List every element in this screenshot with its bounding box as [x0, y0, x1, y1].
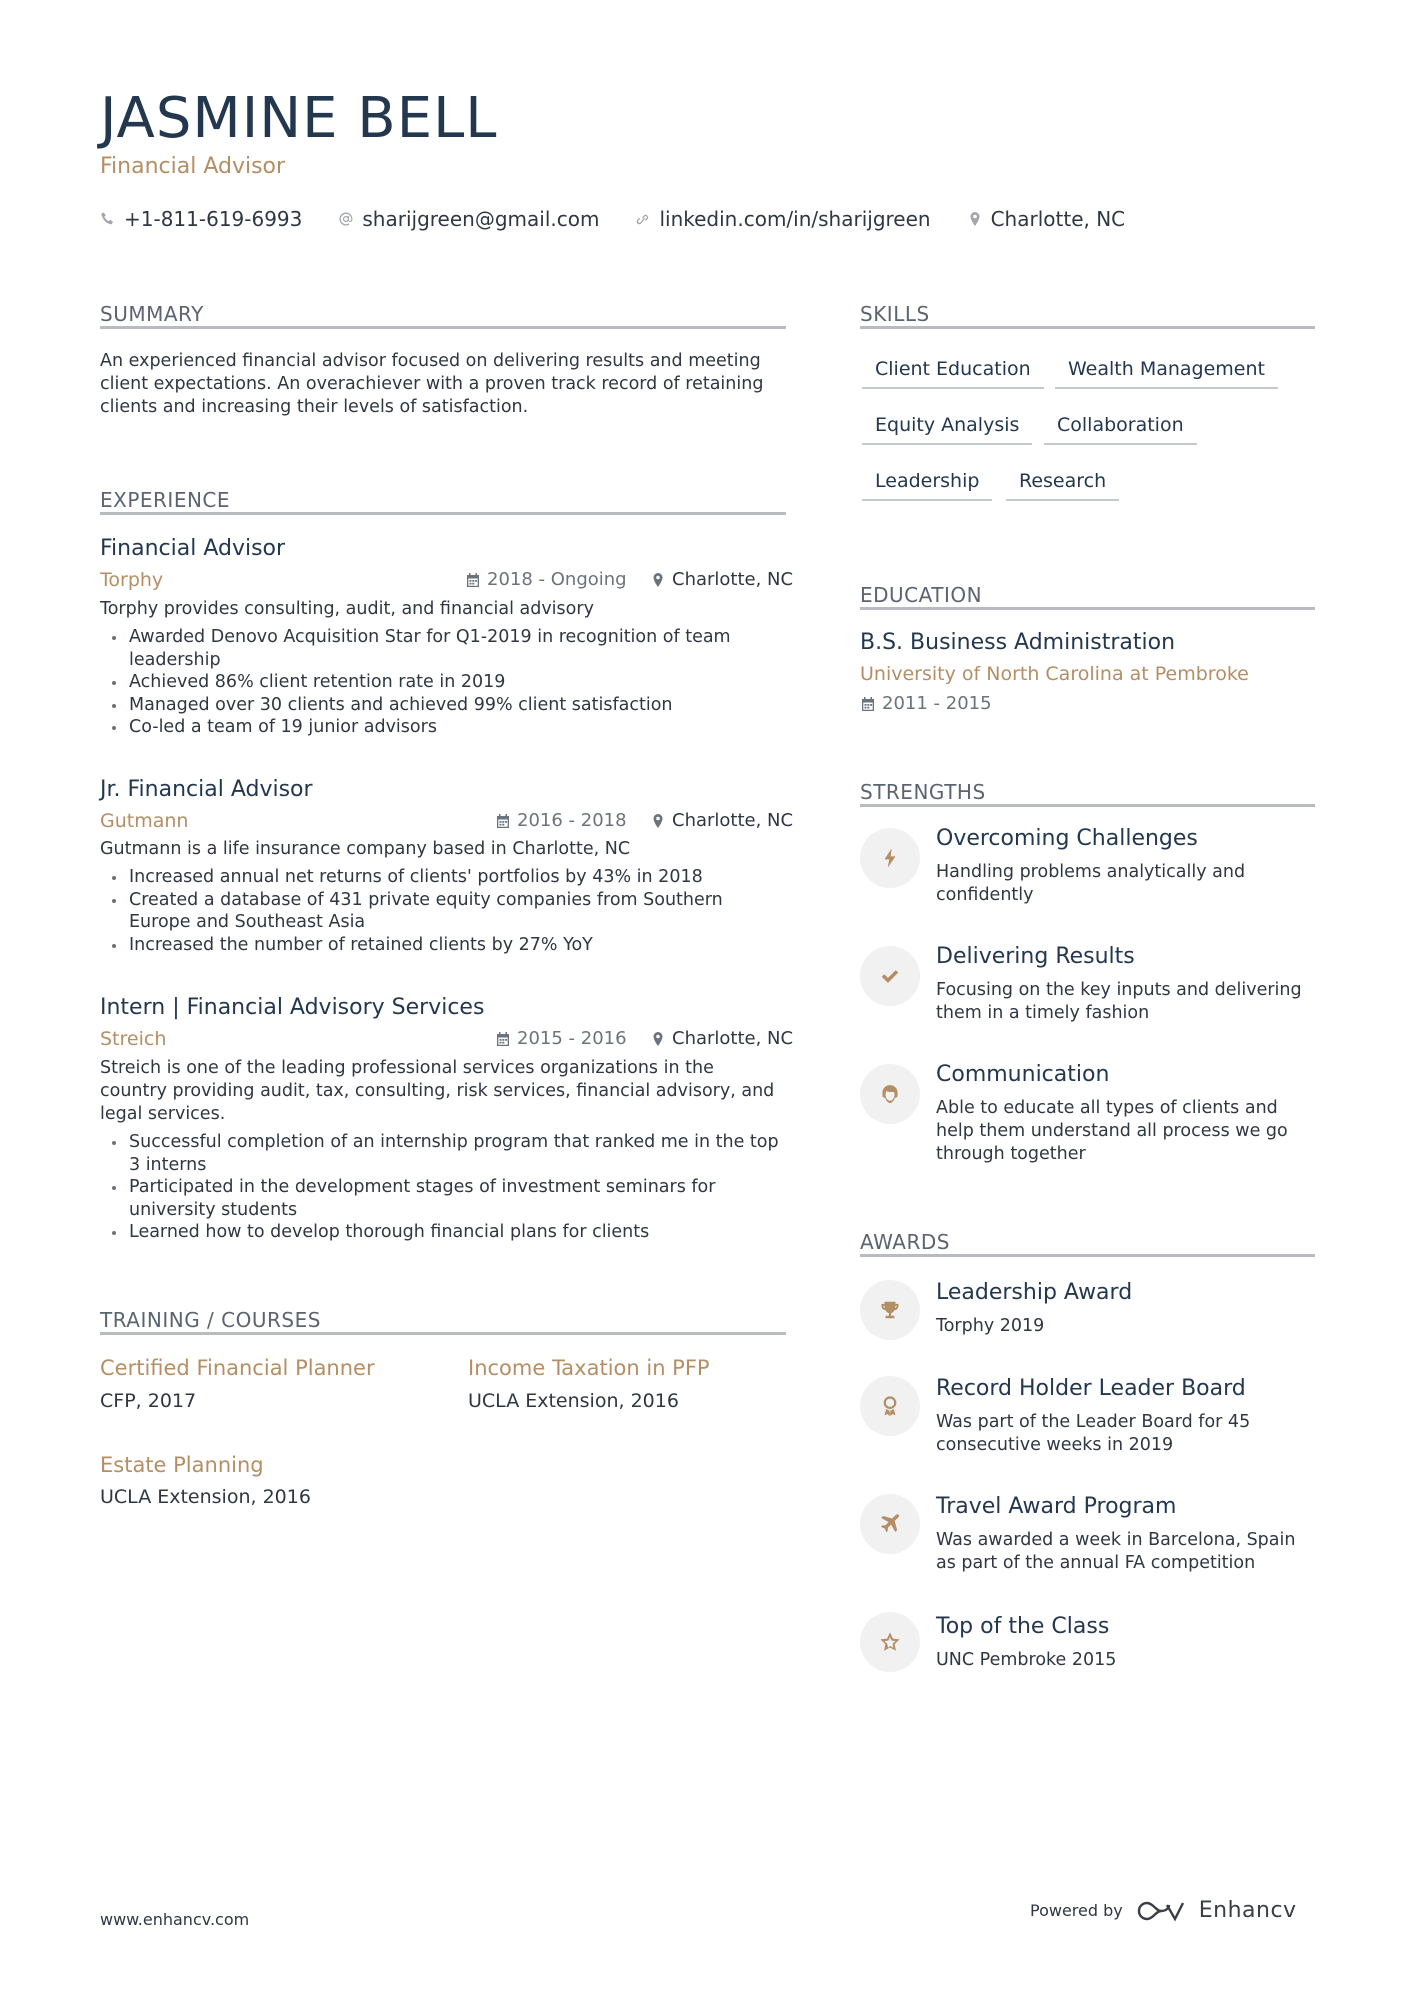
strength-title: Delivering Results [936, 944, 1135, 969]
experience-heading: EXPERIENCE [100, 488, 231, 512]
course-detail: CFP, 2017 [100, 1390, 197, 1412]
course-title: Income Taxation in PFP [468, 1356, 710, 1380]
lightning-icon [879, 847, 901, 869]
phone-text: +1-811-619-6993 [124, 207, 303, 231]
medal-icon [879, 1395, 901, 1417]
strengths-heading: STRENGTHS [860, 780, 986, 804]
calendar-icon [495, 1031, 511, 1047]
list-item: Created a database of 431 private equity companies from Southern Europe and Southeast Asia [100, 889, 786, 934]
list-item: Co-led a team of 19 junior advisors [100, 716, 786, 739]
skill-tag: Leadership [862, 470, 992, 501]
award-description: UNC Pembroke 2015 [936, 1650, 1117, 1670]
contact-email[interactable] [338, 207, 599, 231]
award-title: Top of the Class [936, 1614, 1110, 1639]
job-location: Charlotte, NC [650, 569, 793, 590]
award-title: Travel Award Program [936, 1494, 1177, 1519]
location-pin-icon [650, 1031, 666, 1047]
course-title: Estate Planning [100, 1453, 264, 1477]
job-title: Intern | Financial Advisory Services [100, 995, 485, 1020]
job-description: Streich is one of the leading professional services organizations in the country providing audit, tax, consulting, risk services, financial advisory, and legal services. [100, 1058, 775, 1124]
award-icon-badge [860, 1376, 920, 1436]
footer-powered-by [1030, 1898, 1297, 1923]
strength-icon-badge [860, 946, 920, 1006]
strength-description: Focusing on the key inputs and delivering them in a timely fashion [936, 980, 1302, 1023]
education-school: University of North Carolina at Pembroke [860, 663, 1249, 685]
enhancv-logo-icon [1137, 1899, 1185, 1923]
skills-heading: SKILLS [860, 302, 930, 326]
training-divider [100, 1332, 786, 1335]
skill-tag: Collaboration [1044, 414, 1197, 445]
job-dates: 2016 - 2018 [495, 810, 627, 831]
award-description: Torphy 2019 [936, 1316, 1045, 1336]
award-description: Was awarded a week in Barcelona, Spain as part of the annual FA competition [936, 1530, 1296, 1573]
list-item: Participated in the development stages of investment seminars for university students [100, 1176, 786, 1221]
powered-by-label: Powered by [1030, 1901, 1123, 1920]
strength-description: Able to educate all types of clients and help them understand all process we go through together [936, 1098, 1288, 1164]
summary-text: An experienced financial advisor focused on delivering results and meeting client expectations. An overachiever with a proven track record of retaining clients and increasing their levels of satisfaction. [100, 351, 764, 417]
list-item: Awarded Denovo Acquisition Star for Q1-2019 in recognition of team leadership [100, 626, 786, 671]
job-title: Financial Advisor [100, 536, 286, 561]
award-icon-badge [860, 1494, 920, 1554]
job-title: Jr. Financial Advisor [100, 777, 313, 802]
job-company: Gutmann [100, 810, 189, 832]
job-bullets [100, 866, 786, 956]
education-heading: EDUCATION [860, 583, 983, 607]
skill-tag: Wealth Management [1055, 358, 1278, 389]
strength-title: Overcoming Challenges [936, 826, 1198, 851]
training-heading: TRAINING / COURSES [100, 1308, 321, 1332]
airplane-icon [879, 1513, 901, 1535]
checkmark-icon [879, 965, 901, 987]
job-location: Charlotte, NC [650, 810, 793, 831]
contact-bar [100, 205, 1125, 233]
award-title: Leadership Award [936, 1280, 1133, 1305]
skill-tag: Client Education [862, 358, 1044, 389]
location-text: Charlotte, NC [990, 207, 1126, 231]
strength-description: Handling problems analytically and confidently [936, 862, 1246, 905]
award-description: Was part of the Leader Board for 45 consecutive weeks in 2019 [936, 1412, 1251, 1455]
list-item: Learned how to develop thorough financial plans for clients [100, 1221, 786, 1244]
email-text: sharijgreen@gmail.com [362, 207, 600, 231]
location-pin-icon [650, 813, 666, 829]
summary-heading: SUMMARY [100, 302, 204, 326]
strength-title: Communication [936, 1062, 1110, 1087]
contact-location [967, 207, 1126, 231]
awards-heading: AWARDS [860, 1230, 950, 1254]
star-icon [879, 1631, 901, 1653]
job-company: Streich [100, 1028, 167, 1050]
location-pin-icon [967, 211, 983, 227]
brand-name: Enhancv [1198, 1898, 1297, 1923]
contact-linkedin[interactable] [635, 207, 930, 231]
list-item: Increased the number of retained clients by 27% YoY [100, 934, 786, 957]
linkedin-text: linkedin.com/in/sharijgreen [659, 207, 931, 231]
job-company: Torphy [100, 569, 164, 591]
award-icon-badge [860, 1280, 920, 1340]
course-detail: UCLA Extension, 2016 [100, 1486, 311, 1508]
job-description: Torphy provides consulting, audit, and financial advisory [100, 599, 594, 619]
person-icon [879, 1083, 901, 1105]
job-location: Charlotte, NC [650, 1028, 793, 1049]
education-divider [860, 607, 1315, 610]
course-title: Certified Financial Planner [100, 1356, 375, 1380]
footer-website[interactable]: www.enhancv.com [100, 1910, 250, 1929]
experience-divider [100, 512, 786, 515]
award-icon-badge [860, 1612, 920, 1672]
strength-icon-badge [860, 828, 920, 888]
job-bullets [100, 626, 786, 739]
contact-phone[interactable] [100, 207, 302, 231]
job-bullets [100, 1131, 786, 1244]
link-icon [635, 211, 651, 227]
at-icon [338, 211, 354, 227]
skill-tag: Research [1006, 470, 1119, 501]
list-item: Successful completion of an internship program that ranked me in the top 3 interns [100, 1131, 786, 1176]
job-dates: 2018 - Ongoing [465, 569, 627, 590]
location-pin-icon [650, 572, 666, 588]
education-dates: 2011 - 2015 [860, 693, 992, 714]
job-dates: 2015 - 2016 [495, 1028, 627, 1049]
summary-divider [100, 326, 786, 329]
award-title: Record Holder Leader Board [936, 1376, 1246, 1401]
list-item: Managed over 30 clients and achieved 99% client satisfaction [100, 694, 786, 717]
skills-divider [860, 326, 1315, 329]
awards-divider [860, 1254, 1315, 1257]
candidate-name: JASMINE BELL [100, 86, 498, 151]
education-degree: B.S. Business Administration [860, 630, 1176, 655]
list-item: Increased annual net returns of clients' portfolios by 43% in 2018 [100, 866, 786, 889]
calendar-icon [495, 813, 511, 829]
strength-icon-badge [860, 1064, 920, 1124]
calendar-icon [465, 572, 481, 588]
skill-tag: Equity Analysis [862, 414, 1032, 445]
calendar-icon [860, 696, 876, 712]
strengths-divider [860, 804, 1315, 807]
course-detail: UCLA Extension, 2016 [468, 1390, 679, 1412]
candidate-role: Financial Advisor [100, 154, 286, 179]
list-item: Achieved 86% client retention rate in 2019 [100, 671, 786, 694]
phone-icon [100, 211, 116, 227]
trophy-icon [879, 1299, 901, 1321]
job-description: Gutmann is a life insurance company based in Charlotte, NC [100, 839, 631, 859]
